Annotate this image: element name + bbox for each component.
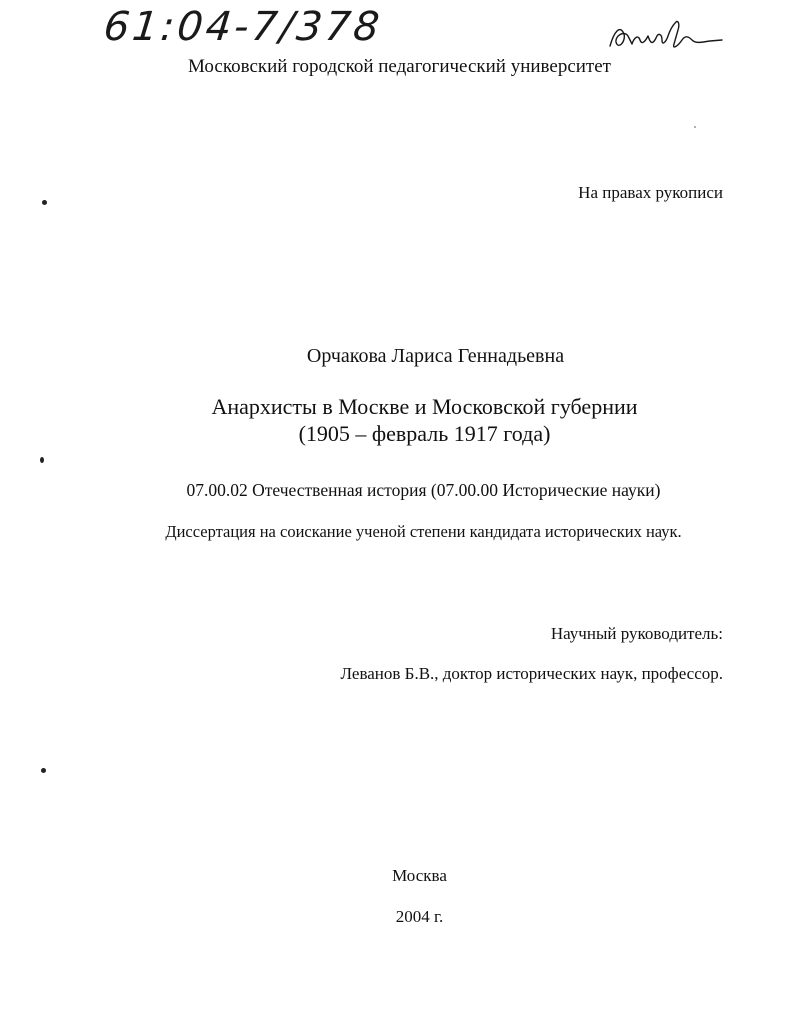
thesis-title	[0, 393, 799, 447]
scan-speck	[694, 126, 696, 128]
city: Москва	[392, 866, 447, 885]
binding-hole-mark	[41, 768, 46, 773]
manuscript-note: На правах рукописи	[578, 183, 723, 202]
author-name: Орчакова Лариса Геннадьевна	[306, 345, 565, 367]
handwritten-signature	[606, 12, 726, 58]
supervisor-name: Леванов Б.В., доктор исторических наук, профессор.	[340, 664, 723, 683]
supervisor-label: Научный руководитель:	[550, 624, 723, 643]
degree-statement: Диссертация на соискание ученой степени кандидата исторических наук.	[165, 522, 682, 541]
university-name: Московский городской педагогический университет	[188, 56, 611, 77]
binding-hole-mark	[42, 200, 47, 205]
archive-number: 61:04-7/378	[101, 4, 385, 50]
specialty-code: 07.00.02 Отечественная история (07.00.00 Исторические науки)	[186, 480, 661, 500]
thesis-title-line-1: Анархисты в Москве и Московской губернии	[211, 394, 638, 419]
thesis-title-line-2: (1905 – февраль 1917 года)	[298, 421, 551, 446]
binding-hole-mark	[40, 457, 44, 463]
year: 2004 г.	[395, 907, 444, 926]
